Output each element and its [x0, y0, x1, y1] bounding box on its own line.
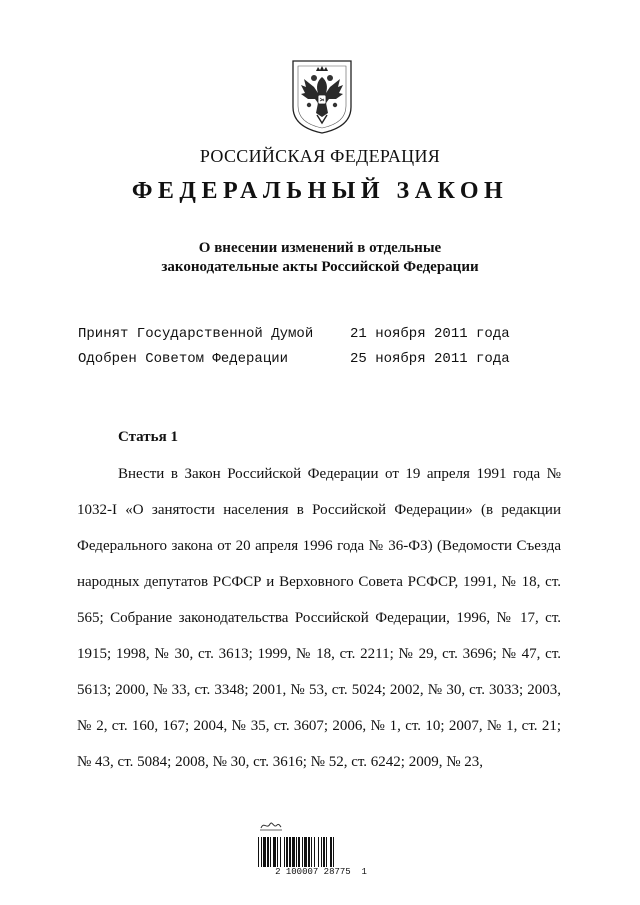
law-title: [0, 239, 640, 277]
law-title-line-1: О внесении изменений в отдельные: [198, 240, 442, 256]
law-title-line-2: законодательные акты Российской Федерации: [161, 259, 479, 275]
adoption-label: Принят Государственной Думой: [78, 326, 314, 342]
coat-of-arms-icon: [289, 57, 355, 135]
barcode-bars: [256, 837, 384, 867]
article-body-text: Внести в Закон Российской Федерации от 19 апреля 1991 года № 1032-I «О занятости населения в Российской Федерации» (в редакции Федерального закона от 20 апреля 1996 года № 36-ФЗ) (Ведомости Съезда народных депутатов РСФСР и Верховного Совета РСФСР, 1991, № 18, ст. 565; Собрание законодательства Российской Федерации, 1996, № 17, ст. 1915; 1998, № 30, ст. 3613; 1999, № 18, ст. 2211; № 29, ст. 3696; № 47, ст. 5613; 2000, № 33, ст. 3348; 2001, № 53, ст. 5024; 2002, № 30, ст. 3033; 2003, № 2, ст. 160, 167; 2004, № 35, ст. 3607; 2006, № 1, ст. 10; 2007, № 1, ст. 21; № 43, ст. 5084; 2008, № 30, ст. 3616; № 52, ст. 6242; 2009, № 23,: [77, 466, 561, 770]
barcode: [256, 837, 386, 877]
adoption-row-duma: [78, 326, 540, 351]
adoption-row-council: [78, 351, 540, 376]
registration-stamp-icon: [259, 818, 283, 832]
article-heading: Статья 1: [118, 429, 178, 445]
country-name: РОССИЙСКАЯ ФЕДЕРАЦИЯ: [199, 146, 441, 166]
barcode-number: 2 100007 28775 1: [275, 867, 367, 877]
adoption-label: Одобрен Советом Федерации: [78, 351, 289, 367]
adoption-date: 21 ноября 2011 года: [350, 326, 510, 342]
document-type: ФЕДЕРАЛЬНЫЙ ЗАКОН: [131, 178, 509, 204]
adoption-date: 25 ноября 2011 года: [350, 351, 510, 367]
adoption-block: [78, 326, 540, 376]
